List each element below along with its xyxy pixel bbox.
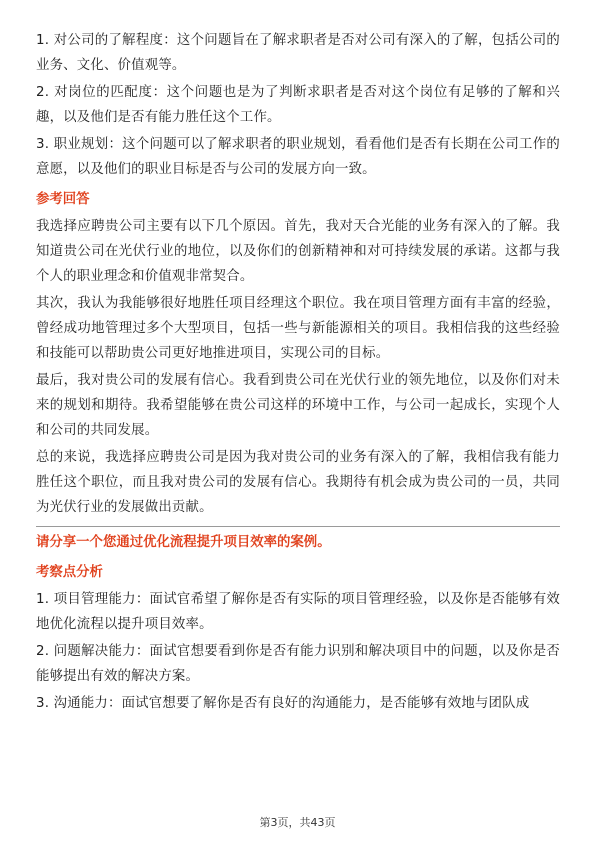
list-item: 2. 问题解决能力：面试官想要看到你是否有能力识别和解决项目中的问题，以及你是否能够提出有效的解决方案。 xyxy=(36,644,560,684)
list-item: 1. 项目管理能力：面试官希望了解你是否有实际的项目管理经验，以及你是否能够有效地优化流程以提升项目效率。 xyxy=(36,592,560,632)
divider xyxy=(36,526,560,527)
list-item: 1. 对公司的了解程度：这个问题旨在了解求职者是否对公司有深入的了解，包括公司的业务、文化、价值观等。 xyxy=(36,33,560,73)
answer-heading: 参考回答 xyxy=(36,192,90,207)
list-item: 3. 职业规划：这个问题可以了解求职者的职业规划，看看他们是否有长期在公司工作的意愿，以及他们的职业目标是否与公司的发展方向一致。 xyxy=(36,137,560,177)
answer-paragraph: 最后，我对贵公司的发展有信心。我看到贵公司在光伏行业的领先地位，以及你们对未来的规划和期待。我希望能够在贵公司这样的环境中工作，与公司一起成长，实现个人和公司的共同发展。 xyxy=(36,373,560,438)
answer-paragraph: 我选择应聘贵公司主要有以下几个原因。首先，我对天合光能的业务有深入的了解。我知道贵公司在光伏行业的地位，以及你们的创新精神和对可持续发展的承诺。这都与我个人的职业理念和价值观非常契合。 xyxy=(36,219,560,284)
question-title: 请分享一个您通过优化流程提升项目效率的案例。 xyxy=(36,535,331,550)
answer-paragraph: 总的来说，我选择应聘贵公司是因为我对贵公司的业务有深入的了解，我相信我有能力胜任这个职位，而且我对贵公司的发展有信心。我期待有机会成为贵公司的一员，共同为光伏行业的发展做出贡献。 xyxy=(36,450,560,515)
page-content xyxy=(36,28,560,718)
answer-paragraph: 其次，我认为我能够很好地胜任项目经理这个职位。我在项目管理方面有丰富的经验，曾经成功地管理过多个大型项目，包括一些与新能源相关的项目。我相信我的这些经验和技能可以帮助贵公司更好地推进项目，实现公司的目标。 xyxy=(36,296,560,361)
list-item: 3. 沟通能力：面试官想要了解你是否有良好的沟通能力，是否能够有效地与团队成 xyxy=(36,696,530,711)
list-item: 2. 对岗位的匹配度：这个问题也是为了判断求职者是否对这个岗位有足够的了解和兴趣，以及他们是否有能力胜任这个工作。 xyxy=(36,85,560,125)
page-number: 第3页，共43页 xyxy=(259,816,336,829)
analysis-heading: 考察点分析 xyxy=(36,565,103,580)
